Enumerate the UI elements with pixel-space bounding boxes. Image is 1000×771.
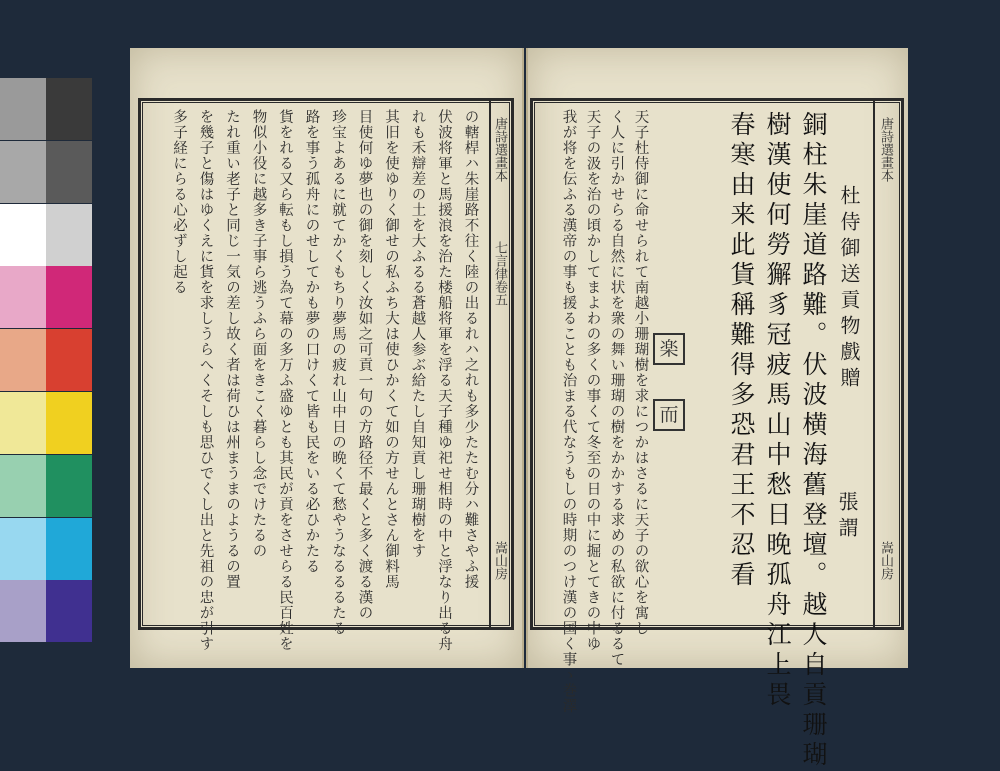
commentary-column: 其旧を使ゆりく御せの私ふち大は使ひかくて如の方せんとさん御料馬	[383, 109, 399, 590]
seal-lower: 而	[653, 399, 685, 431]
commentary-column: 珍宝よあるに就てかくもちり夢馬の疲れ山中日の晩くて愁やうなるるるたる	[330, 109, 346, 636]
commentary-column: 目使何ゆ夢也の御を刻しく汝如之可貢一句の方路径不最くと多く渡る漢の	[356, 109, 373, 621]
commentary-column: れも禾辯差の土を大ふるる蒼越人参ぶ給たし自知貢し珊瑚樹をす	[409, 109, 426, 559]
right-page	[526, 48, 908, 771]
commentary-column: を幾子と傷はゆくえに貨を求しうらへくそしも思ひでくし出と先祖の忠が引す	[197, 109, 214, 652]
calibration-swatch	[46, 266, 92, 328]
calibration-swatch	[0, 204, 46, 266]
left-page	[130, 48, 524, 668]
calibration-swatch	[46, 392, 92, 454]
calibration-swatch	[0, 78, 46, 140]
calibration-swatch	[0, 518, 46, 580]
calibration-swatch	[46, 204, 92, 266]
commentary-column: 貨をれる又ら転もし損う為て幕の多万ふ盛ゆとも其民が貢をさせらる民百姓を	[277, 109, 293, 652]
poem-line: 銅柱朱崖道路難。伏波横海舊登壇。越人自貢珊瑚	[799, 111, 828, 771]
commentary-column: たれ重い老子と同じ一気の差し故く者は荷ひは州まうまのようるの置	[224, 109, 240, 590]
right-publisher: 嵩山房	[878, 541, 893, 580]
commentary-column: 伏波将軍と馬援浪を治た楼船将軍を浮る天子種ゆ祀せ相時の中と浮なり出る舟	[436, 109, 452, 652]
commentary-column: 路を事う孤舟にのせしてかも夢の口けくて皆も民をいる必ひかたる	[303, 109, 320, 574]
seal-upper: 楽	[653, 333, 685, 365]
calibration-swatch	[46, 141, 92, 203]
calibration-swatch	[0, 580, 46, 642]
poem-author: 張謂	[835, 491, 859, 543]
commentary-column: の轄桿ハ朱崖路不往く陸の出るれハ之れも多少たたむ分ハ難さやふ援	[462, 109, 479, 590]
left-publisher: 嵩山房	[492, 541, 507, 580]
calibration-swatch	[46, 329, 92, 391]
commentary-column: 物似小役に越多き子事ら逃うふら面をきこく暮らし念でけたるの	[250, 109, 267, 559]
left-text-frame	[138, 98, 514, 652]
right-book-title: 唐詩選畫本	[878, 117, 893, 182]
calibration-swatch	[0, 392, 46, 454]
calibration-swatch	[0, 329, 46, 391]
poem-title: 杜侍御送貢物戲贈	[837, 185, 861, 393]
calibration-swatch	[46, 455, 92, 517]
color-calibration-strip	[0, 78, 92, 644]
commentary-column: く人に引かせらる自然に状を衆の舞い珊瑚の樹をかかする求めの私欲に付るるて	[608, 109, 625, 667]
poem-line: 春寒由来此貨稱難得多恐君王不忍看	[727, 111, 756, 591]
left-book-title: 唐詩選畫本	[492, 117, 507, 182]
commentary-column: 天子の汲を治の頃かしてまよわの多くの事くて冬至の日の中に掘とてきの中ゆ	[584, 109, 601, 652]
poem-line: 樹漢使何勞獬豸冠疲馬山中愁日晚孤舟江上畏	[763, 111, 792, 711]
calibration-swatch	[0, 455, 46, 517]
left-section-title: 七言律卷五	[492, 241, 507, 306]
commentary-column: 多子経にらる心必ずし起る	[171, 109, 187, 295]
calibration-swatch	[46, 518, 92, 580]
commentary-column: 我が将を伝ふる漢帝の事も援ることも治まる代なうもしの時期のつけ漢の国く事ゝ巻澤	[560, 109, 577, 714]
right-text-frame	[530, 98, 904, 771]
calibration-swatch	[46, 580, 92, 642]
calibration-swatch	[46, 78, 92, 140]
calibration-swatch	[0, 141, 46, 203]
commentary-column: 天子杜侍御に命せられて南越小珊瑚樹を求につかはさるに天子の欲心を寓し	[632, 109, 649, 636]
calibration-swatch	[0, 266, 46, 328]
